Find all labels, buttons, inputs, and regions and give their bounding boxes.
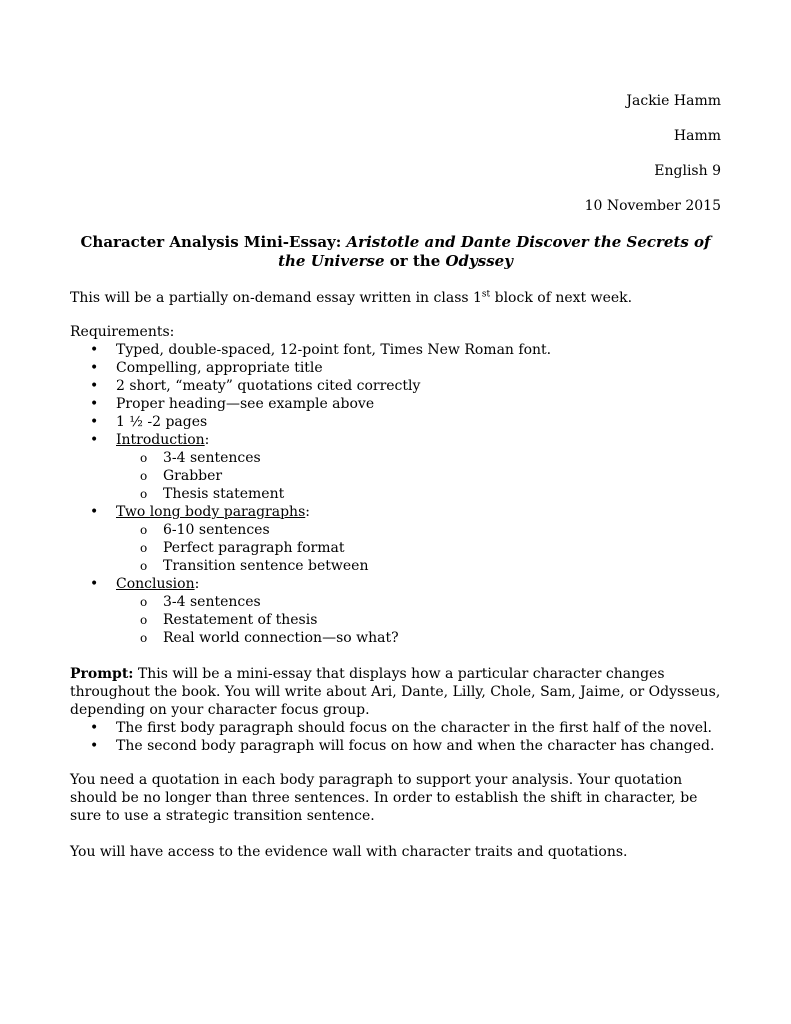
prompt-paragraph xyxy=(70,665,721,719)
conclusion-label: Conclusion xyxy=(116,576,195,592)
intro-text-end: block of next week. xyxy=(490,290,633,306)
list-item: • The first body paragraph should focus on the character in the first half of the novel. xyxy=(70,719,721,737)
list-item: • Compelling, appropriate title xyxy=(70,359,721,377)
mla-heading xyxy=(585,92,721,232)
prompt-section xyxy=(70,665,721,755)
student-name: Jackie Hamm xyxy=(626,93,721,109)
requirements-list xyxy=(70,341,721,647)
body-sublist xyxy=(116,521,721,575)
list-item: • 1 ½ -2 pages xyxy=(70,413,721,431)
list-item: • The second body paragraph will focus on how and when the character has changed. xyxy=(70,737,721,755)
prompt-text: This will be a mini-essay that displays how a particular character changes throughout the book. You will write about Ari, Dante, Lilly, Chole, Sam, Jaime, or Odysseus, depending on your character focus group. xyxy=(70,666,721,718)
sub-item: o Restatement of thesis xyxy=(116,611,721,629)
title-book-1: Aristotle and Dante Discover the Secrets of the Universe xyxy=(278,233,711,270)
teacher-name: Hamm xyxy=(673,128,721,144)
conclusion-sublist xyxy=(116,593,721,647)
sub-item: o Grabber xyxy=(116,467,721,485)
sub-item: o 6-10 sentences xyxy=(116,521,721,539)
title-book-2: Odyssey xyxy=(445,252,513,270)
introduction-sublist xyxy=(116,449,721,503)
introduction-label: Introduction xyxy=(116,432,205,448)
date: 10 November 2015 xyxy=(584,198,721,214)
title-prefix: Character Analysis Mini-Essay: xyxy=(80,233,347,251)
sub-item: o Real world connection—so what? xyxy=(116,629,721,647)
requirements-section xyxy=(70,323,721,647)
course-name: English 9 xyxy=(654,163,721,179)
title-connector: or the xyxy=(384,252,446,270)
list-item: • 2 short, “meaty” quotations cited correctly xyxy=(70,377,721,395)
intro-line xyxy=(70,289,721,307)
sub-item: o 3-4 sentences xyxy=(116,449,721,467)
list-item-body: • Two long body paragraphs: o 6-10 sentences o Perfect paragraph format o Transition sentence between xyxy=(70,503,721,575)
quotation-paragraph: You need a quotation in each body paragraph to support your analysis. Your quotation should be no longer than three sentences. In order to establish the shift in character, be sure to use a strategic transition sentence. xyxy=(70,772,698,824)
evidence-paragraph: You will have access to the evidence wall with character traits and quotations. xyxy=(70,844,628,860)
assignment-title xyxy=(70,233,721,271)
intro-text: This will be a partially on-demand essay written in class 1 xyxy=(70,290,482,306)
list-item-conclusion: • Conclusion: o 3-4 sentences o Restatement of thesis o Real world connection—so what? xyxy=(70,575,721,647)
requirements-label: Requirements: xyxy=(70,324,175,340)
sub-item: o Transition sentence between xyxy=(116,557,721,575)
sub-item: o Perfect paragraph format xyxy=(116,539,721,557)
intro-superscript: st xyxy=(481,289,491,300)
list-item: • Proper heading—see example above xyxy=(70,395,721,413)
body-label: Two long body paragraphs xyxy=(116,504,306,520)
prompt-list xyxy=(70,719,721,755)
sub-item: o Thesis statement xyxy=(116,485,721,503)
list-item-introduction: • Introduction: o 3-4 sentences o Grabber o Thesis statement xyxy=(70,431,721,503)
list-item: • Typed, double-spaced, 12-point font, Times New Roman font. xyxy=(70,341,721,359)
prompt-label: Prompt: xyxy=(70,666,134,682)
sub-item: o 3-4 sentences xyxy=(116,593,721,611)
